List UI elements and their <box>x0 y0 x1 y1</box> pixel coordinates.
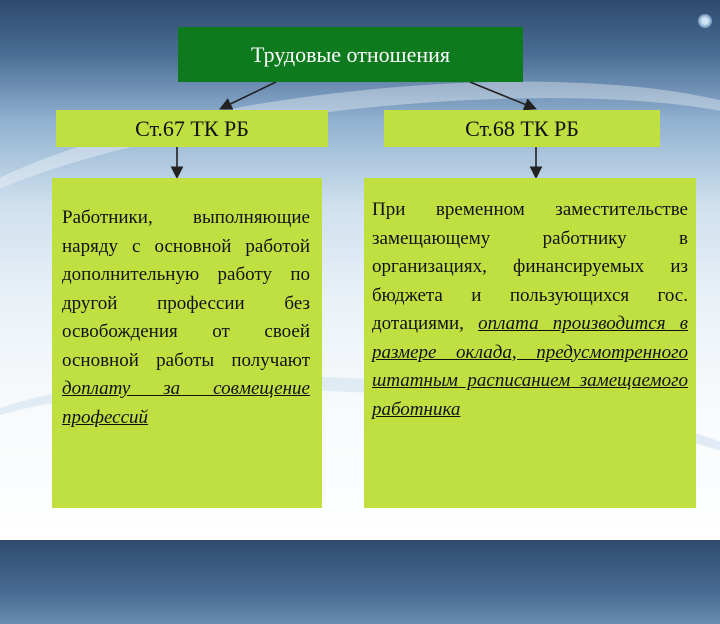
right-heading-box <box>384 110 660 147</box>
left-body-emphasis: доплату за совмещение профессий <box>62 378 310 428</box>
title-text: Трудовые отношения <box>250 41 451 67</box>
right-body-text: При временном заместительстве замещающему работнику в организациях, финансируемых из бюджета и пользующихся гос. дотациями, <box>372 199 688 334</box>
left-body-text: Работники, выполняющие наряду с основной работой дополнительную работу по другой профессии без освобождения от своей основной работы получают <box>62 207 310 371</box>
right-body-box <box>364 178 696 508</box>
left-body-box <box>52 178 322 508</box>
arrow-title-to-left <box>222 82 276 108</box>
arrow-title-to-right <box>470 82 534 108</box>
left-heading-text: Ст.67 ТК РБ <box>135 115 249 141</box>
title-box <box>178 27 523 82</box>
right-heading-text: Ст.68 ТК РБ <box>465 115 579 141</box>
right-body-emphasis: оплата производится в размере оклада, предусмотренного штатным расписанием замещаемого работника <box>372 313 688 420</box>
left-heading-box <box>56 110 328 147</box>
